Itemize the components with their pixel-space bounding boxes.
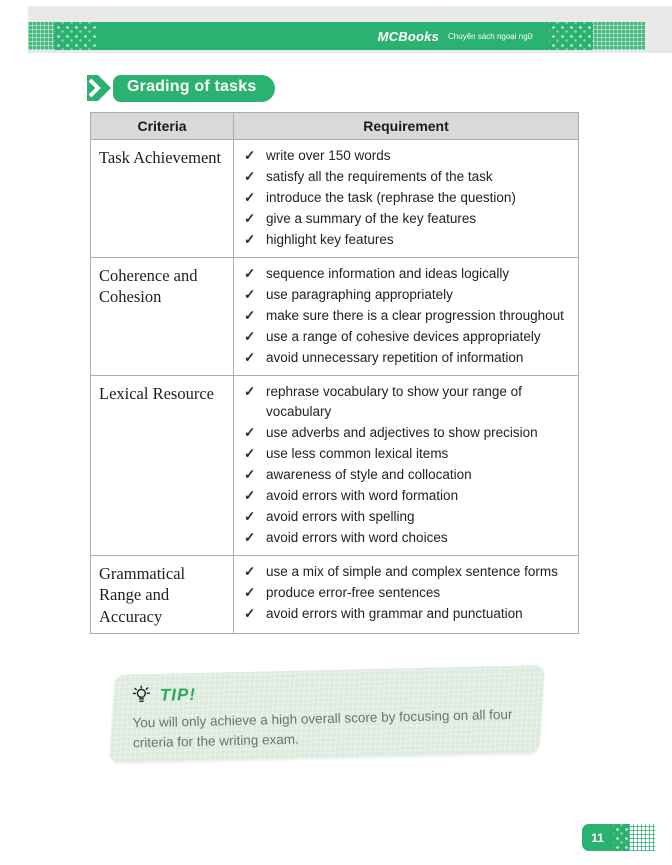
criteria-cell: Lexical Resource xyxy=(91,376,234,556)
check-icon: ✓ xyxy=(244,148,256,163)
requirement-text: avoid errors with spelling xyxy=(266,509,415,524)
brand-logo: MCBooks xyxy=(377,28,440,44)
requirement-item xyxy=(244,486,574,506)
badge-dots-pattern xyxy=(613,824,629,851)
criteria-table-body xyxy=(91,140,579,634)
check-icon: ✓ xyxy=(244,425,256,440)
check-icon: ✓ xyxy=(244,350,256,365)
requirement-item xyxy=(244,465,574,485)
requirement-text: give a summary of the key features xyxy=(266,211,477,226)
check-icon: ✓ xyxy=(244,232,256,247)
requirement-item xyxy=(244,423,574,443)
requirement-item xyxy=(244,382,574,422)
tip-header xyxy=(132,676,542,706)
page-number: 11 xyxy=(582,824,613,851)
check-icon: ✓ xyxy=(244,169,256,184)
requirement-item xyxy=(244,562,574,582)
requirement-item xyxy=(244,583,574,603)
requirement-item xyxy=(244,146,574,166)
tip-label: TIP! xyxy=(159,684,197,705)
requirement-text: awareness of style and collocation xyxy=(266,467,472,482)
tip-box xyxy=(109,665,545,763)
requirement-item xyxy=(244,230,574,250)
requirement-item xyxy=(244,306,574,326)
requirement-item xyxy=(244,528,574,548)
check-icon: ✓ xyxy=(244,329,256,344)
check-icon: ✓ xyxy=(244,266,256,281)
requirement-item xyxy=(244,188,574,208)
table-row xyxy=(91,556,579,634)
requirement-text: write over 150 words xyxy=(266,148,391,163)
table-row xyxy=(91,140,579,258)
brand-tagline: Chuyên sách ngoại ngữ xyxy=(448,31,533,41)
requirement-item xyxy=(244,167,574,187)
column-header-criteria: Criteria xyxy=(91,113,234,140)
requirement-text: avoid errors with word formation xyxy=(266,488,459,503)
requirement-text: avoid unnecessary repetition of information xyxy=(266,350,524,365)
criteria-cell: Coherence and Cohesion xyxy=(91,258,234,376)
requirement-item xyxy=(244,444,574,464)
requirement-text: use a mix of simple and complex sentence forms xyxy=(266,564,558,579)
check-icon: ✓ xyxy=(244,446,256,461)
badge-grid-pattern xyxy=(629,824,655,851)
criteria-cell: Grammatical Range and Accuracy xyxy=(91,556,234,634)
requirement-item xyxy=(244,285,574,305)
requirement-text: use less common lexical items xyxy=(266,446,449,461)
tip-content xyxy=(111,665,543,754)
requirement-item xyxy=(244,209,574,229)
grading-criteria-table xyxy=(90,112,579,634)
requirement-text: sequence information and ideas logically xyxy=(266,266,510,281)
requirement-text: use adverbs and adjectives to show precision xyxy=(266,425,538,440)
requirement-text: produce error-free sentences xyxy=(266,585,441,600)
check-icon: ✓ xyxy=(244,488,256,503)
check-icon: ✓ xyxy=(244,190,256,205)
requirement-item xyxy=(244,348,574,368)
check-icon: ✓ xyxy=(244,606,256,621)
requirement-text: use paragraphing appropriately xyxy=(266,287,453,302)
requirement-text: introduce the task (rephrase the question) xyxy=(266,190,516,205)
table-header-row xyxy=(91,113,579,140)
requirement-item xyxy=(244,327,574,347)
check-icon: ✓ xyxy=(244,467,256,482)
check-icon: ✓ xyxy=(244,509,256,524)
requirement-text: rephrase vocabulary to show your range of vocabulary xyxy=(266,384,522,419)
check-icon: ✓ xyxy=(244,308,256,323)
requirements-cell xyxy=(234,376,579,556)
requirement-text: use a range of cohesive devices appropriately xyxy=(266,329,541,344)
table-row xyxy=(91,258,579,376)
requirement-text: avoid errors with grammar and punctuation xyxy=(266,606,523,621)
check-icon: ✓ xyxy=(244,384,256,399)
requirement-item xyxy=(244,604,574,624)
requirement-text: satisfy all the requirements of the task xyxy=(266,169,493,184)
requirement-item xyxy=(244,264,574,284)
banner-dots-pattern-left xyxy=(54,22,96,50)
requirement-text: highlight key features xyxy=(266,232,394,247)
double-chevron-icon xyxy=(87,74,111,102)
requirement-text: make sure there is a clear progression throughout xyxy=(266,308,564,323)
lightbulb-icon xyxy=(132,685,151,706)
check-icon: ✓ xyxy=(244,211,256,226)
requirements-cell xyxy=(234,556,579,634)
section-title: Grading of tasks xyxy=(113,75,275,102)
check-icon: ✓ xyxy=(244,564,256,579)
requirements-cell xyxy=(234,140,579,258)
check-icon: ✓ xyxy=(244,585,256,600)
page-number-badge xyxy=(582,824,655,851)
section-heading xyxy=(87,74,275,102)
tip-text: You will only achieve a high overall score by focusing on all four criteria for the writing exam. xyxy=(132,706,513,751)
banner-grid-pattern-left xyxy=(28,22,54,50)
requirement-item xyxy=(244,507,574,527)
banner-dots-pattern-right xyxy=(549,22,593,50)
requirements-cell xyxy=(234,258,579,376)
brand-banner xyxy=(28,22,645,50)
criteria-cell: Task Achievement xyxy=(91,140,234,258)
check-icon: ✓ xyxy=(244,287,256,302)
check-icon: ✓ xyxy=(244,530,256,545)
table-row xyxy=(91,376,579,556)
requirement-text: avoid errors with word choices xyxy=(266,530,448,545)
column-header-requirement: Requirement xyxy=(234,113,579,140)
top-band xyxy=(28,6,672,53)
banner-grid-pattern-right xyxy=(593,22,645,50)
